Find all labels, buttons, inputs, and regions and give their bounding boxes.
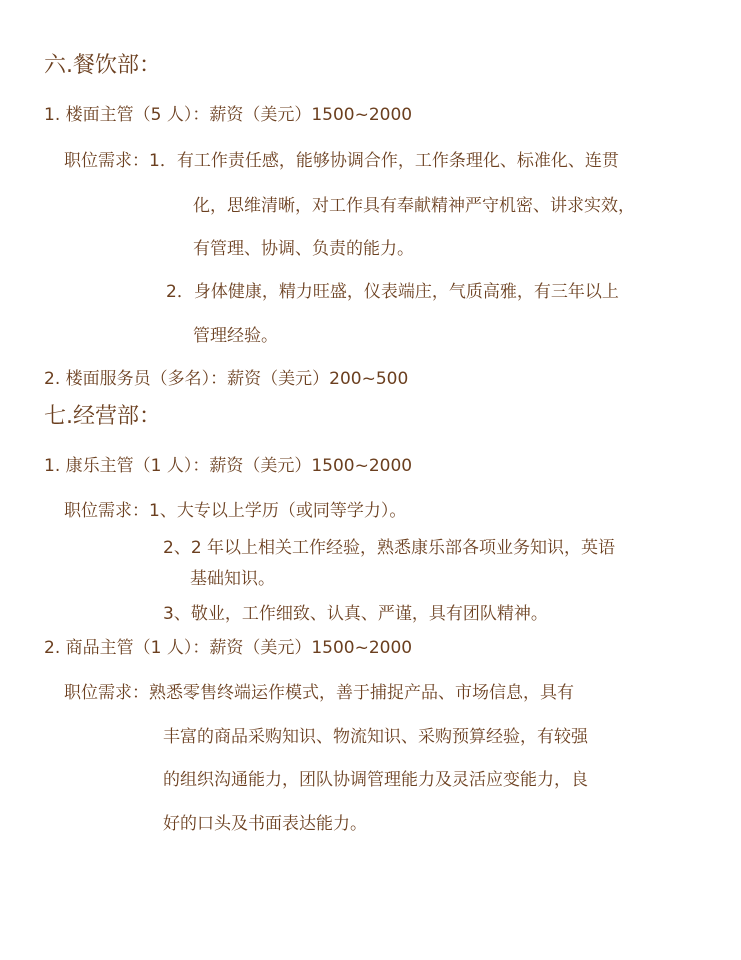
job-requirement-line: 化，思维清晰，对工作具有奉献精神严守机密、讲求实效，: [193, 196, 635, 216]
job-title-floor-supervisor: 1. 楼面主管（5 人）：薪资（美元）1500~2000: [44, 105, 413, 125]
job-requirement-line: 的组织沟通能力，团队协调管理能力及灵活应变能力，良: [163, 770, 588, 790]
job-requirement-line: 管理经验。: [193, 326, 278, 346]
job-requirement-line: 3、敬业，工作细致、认真、严谨，具有团队精神。: [163, 604, 548, 624]
job-requirement-line: 职位需求：1．有工作责任感，能够协调合作，工作条理化、标准化、连贯: [64, 151, 619, 171]
section-heading-catering: 六.餐饮部：: [44, 53, 161, 78]
job-title-recreation-supervisor: 1. 康乐主管（1 人）：薪资（美元）1500~2000: [44, 456, 413, 476]
job-requirement-line: 2、2 年以上相关工作经验，熟悉康乐部各项业务知识，英语: [163, 538, 616, 558]
job-title-floor-waiter: 2. 楼面服务员（多名）：薪资（美元）200~500: [44, 369, 409, 389]
job-requirement-line: 职位需求：1、大专以上学历（或同等学力）。: [64, 501, 407, 521]
job-requirement-line: 丰富的商品采购知识、物流知识、采购预算经验，有较强: [163, 727, 588, 747]
job-requirement-line: 2．身体健康，精力旺盛，仪表端庄，气质高雅，有三年以上: [166, 282, 619, 302]
job-requirement-line: 有管理、协调、负责的能力。: [193, 239, 414, 259]
job-requirement-line: 基础知识。: [190, 569, 275, 589]
section-heading-operations: 七.经营部：: [44, 404, 161, 429]
job-requirement-line: 职位需求：熟悉零售终端运作模式，善于捕捉产品、市场信息，具有: [64, 683, 574, 703]
job-title-merchandise-supervisor: 2. 商品主管（1 人）：薪资（美元）1500~2000: [44, 638, 413, 658]
job-requirement-line: 好的口头及书面表达能力。: [163, 814, 367, 834]
